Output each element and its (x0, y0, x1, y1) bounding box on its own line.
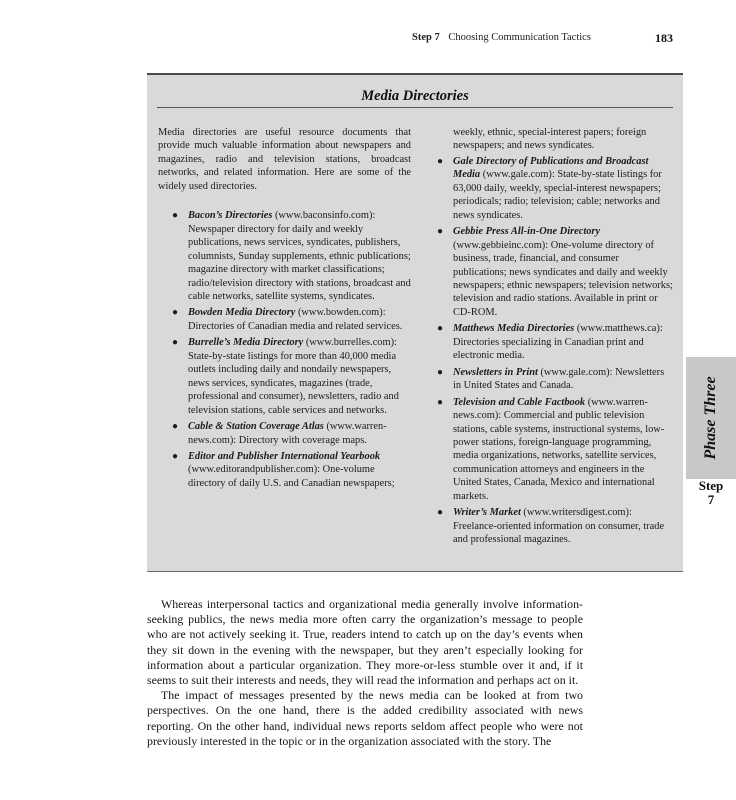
step-label-number: 7 (707, 492, 715, 507)
directory-description: (www.burrelles.com): State-by-state listings for more than 40,000 media outlets including daily and nondaily newspapers, news services, syndicates, magazines (trade, professional and consumer), newsletters, radio and television stations, cable services and networks. (188, 337, 399, 416)
directory-name: Writer’s Market (453, 507, 521, 519)
bullet-icon: ● (437, 396, 444, 408)
directory-description: (www.warren-news.com): Commercial and public television stations, cable systems, instructional systems, low-power stations, foreign-language programming, media organizations, networks, satellite services, communication attorneys and engineers in the United States, Canada, Mexico and international markets. (453, 396, 665, 502)
directory-entry (437, 506, 673, 546)
body-paragraph: Whereas interpersonal tactics and organizational media generally involve information-seeking publics, the news media more often carry the organization’s message to people who are not actively seeking it. True, readers intend to catch up on the day’s events when they sit down in the evening with the newspaper, but they aren’t especially looking for information about a particular organization. They more-or-less stumble over it and, if it seems to suit their interests and needs, they will read the information and perhaps act on it. (147, 597, 583, 688)
directory-description: (www.gale.com): State-by-state listings for 63,000 daily, weekly, special-interest newspapers; periodicals; radio; television; cable; networks and news syndicates. (453, 169, 662, 221)
directory-entry (437, 155, 673, 222)
directory-description: (www.writersdigest.com): Freelance-oriented information on consumer, trade and professional magazines. (453, 507, 665, 546)
continued-entry-text: weekly, ethnic, special-interest papers; foreign newspapers; and news syndicates. (453, 127, 647, 152)
bullet-icon: ● (437, 155, 444, 167)
directory-name: Bacon’s Directories (188, 210, 273, 222)
running-header (0, 32, 736, 48)
directory-name: Cable & Station Coverage Atlas (188, 421, 324, 433)
directory-entry (172, 209, 411, 303)
directory-entry (172, 306, 411, 333)
left-directory-list (158, 209, 411, 490)
directory-description: (www.bowden.com): Directories of Canadian media and related services. (188, 307, 403, 332)
directory-entry (437, 322, 673, 362)
phase-label: Phase Three (702, 376, 719, 460)
directory-entry (172, 450, 411, 490)
media-directories-box (147, 73, 683, 572)
bullet-icon: ● (437, 226, 444, 238)
box-title: Media Directories (361, 88, 469, 104)
directory-name: Matthews Media Directories (453, 323, 575, 335)
page-number: 183 (655, 31, 673, 45)
right-directory-list (437, 155, 673, 547)
bullet-icon: ● (172, 421, 179, 433)
directory-entry (172, 420, 411, 447)
phase-tab (686, 357, 736, 479)
step-label-word: Step (698, 478, 724, 493)
body-text (147, 597, 583, 749)
box-left-column (158, 126, 411, 493)
box-right-column (437, 126, 673, 550)
bullet-icon: ● (437, 507, 444, 519)
bullet-icon: ● (172, 337, 179, 349)
directory-description: (www.gebbieinc.com): One-volume directory of business, trade, financial, and consumer publications; news syndicates and daily and weekly newspapers; ethnic newspapers; television networks; television and radio stations. Available in print or CD-ROM. (453, 239, 673, 318)
directory-entry (437, 366, 673, 393)
directory-entry (437, 225, 673, 319)
directory-description: (www.warren-news.com): Directory with coverage maps. (188, 421, 387, 446)
directory-name: Gale Directory of Publications and Broadcast Media (453, 155, 649, 181)
running-head (412, 32, 591, 43)
step-label (686, 479, 736, 507)
bullet-icon: ● (172, 307, 179, 319)
directory-description: (www.matthews.ca): Directories specializing in Canadian print and electronic media. (453, 323, 663, 362)
bullet-icon: ● (172, 210, 179, 222)
directory-name: Gebbie Press All-in-One Directory (453, 226, 601, 238)
directory-name: Editor and Publisher International Yearbook (188, 450, 381, 462)
bullet-icon: ● (172, 450, 179, 462)
directory-name: Burrelle’s Media Directory (188, 337, 304, 349)
directory-entry (172, 336, 411, 417)
directory-name: Bowden Media Directory (188, 307, 296, 319)
directory-description: (www.baconsinfo.com): Newspaper directory for daily and weekly publications, news services, syndicates, publishers, columnists, Sunday supplements, ethnic publications; magazine directory with market classifications; radio/television directory with stations, broadcast and cable networks, satellite systems, syndicates. (188, 210, 411, 302)
directory-description: (www.gale.com): Newsletters in United States and Canada. (453, 366, 665, 392)
running-head-chapter-title: Choosing Communication Tactics (448, 32, 591, 43)
directory-entry (437, 396, 673, 504)
running-head-step: Step 7 (412, 32, 440, 43)
bullet-icon: ● (437, 323, 444, 335)
title-rule (157, 107, 673, 108)
bullet-icon: ● (437, 366, 444, 378)
directory-description: (www.editorandpublisher.com): One-volume directory of daily U.S. and Canadian newspapers; (188, 464, 395, 489)
box-intro: Media directories are useful resource documents that provide much valuable information about newspapers and magazines, radio and television stations, broadcast networks, and related information. Here are some of the widely used directories. (158, 127, 411, 192)
body-paragraph: The impact of messages presented by the news media can be looked at from two perspectives. On the one hand, there is the added credibility associated with news reporting. On the other hand, individual news reports seldom affect people who were not previously interested in the topic or in the organization associated with the story. The (147, 688, 583, 748)
directory-name: Newsletters in Print (453, 366, 538, 378)
directory-name: Television and Cable Factbook (453, 396, 586, 408)
